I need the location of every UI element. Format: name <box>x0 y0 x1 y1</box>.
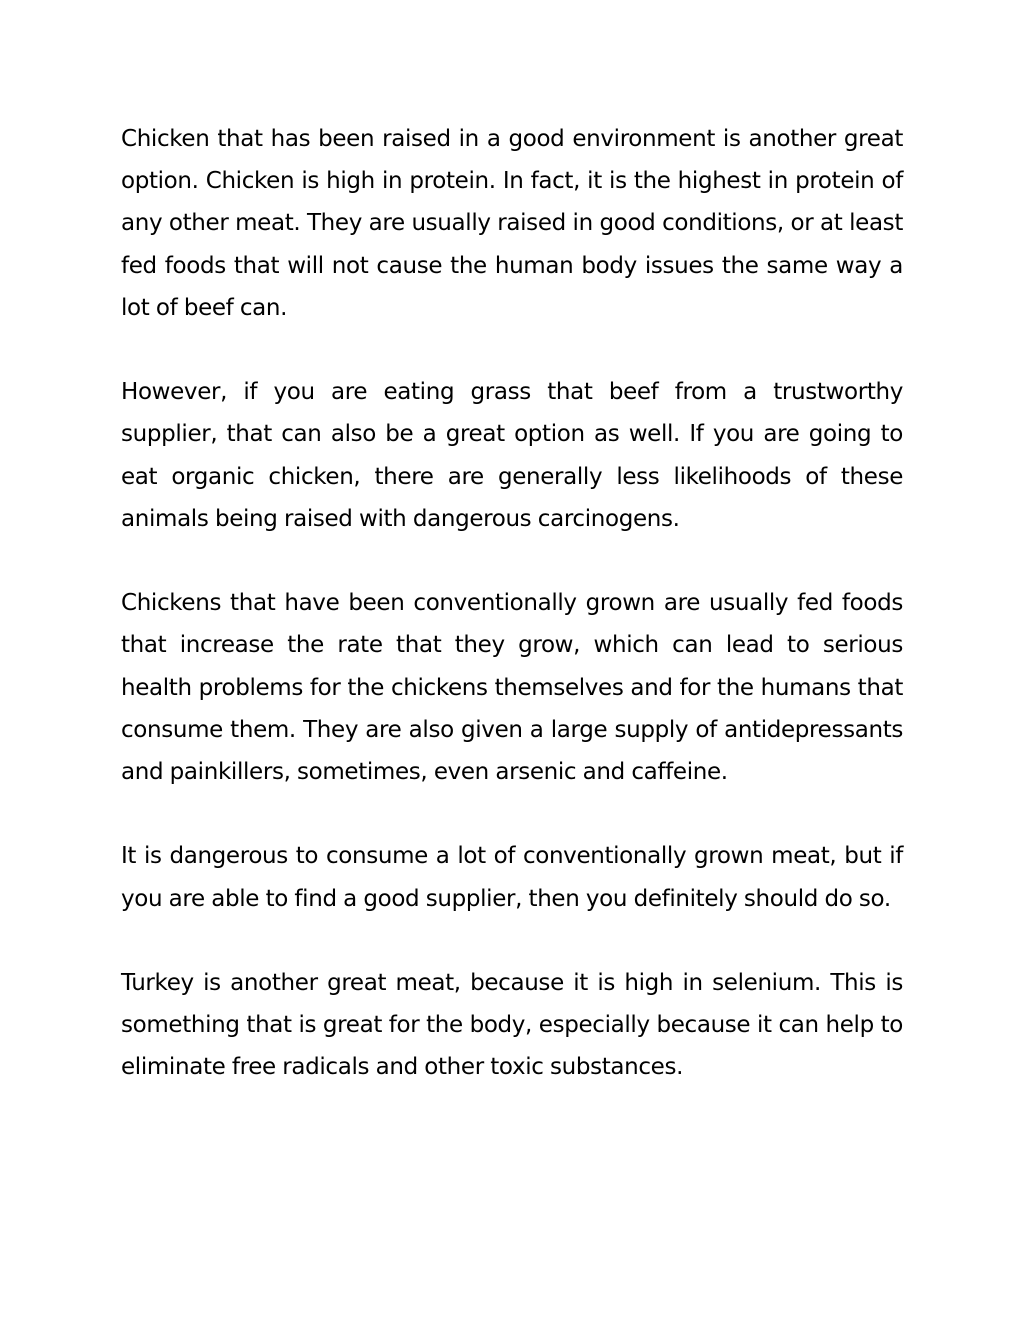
document-body <box>121 118 903 1089</box>
paragraph-grass-fed-beef: However, if you are eating grass that beef from a trustworthy supplier, that can also be a great option as well. If you are going to eat organic chicken, there are generally less likelihoods of these animals being raised with dangerous carcinogens. <box>121 379 903 532</box>
paragraph-chicken-environment: Chicken that has been raised in a good environment is another great option. Chicken is high in protein. In fact, it is the highest in protein of any other meat. They are usually raised in good conditions, or at least fed foods that will not cause the human body issues the same way a lot of beef can. <box>121 126 903 321</box>
paragraph-conventional-meat-danger: It is dangerous to consume a lot of conventionally grown meat, but if you are able to find a good supplier, then you definitely should do so. <box>121 843 903 912</box>
paragraph-turkey: Turkey is another great meat, because it is high in selenium. This is something that is great for the body, especially because it can help to eliminate free radicals and other toxic substances. <box>121 970 903 1081</box>
paragraph-conventional-chickens: Chickens that have been conventionally grown are usually fed foods that increase the rate that they grow, which can lead to serious health problems for the chickens themselves and for the humans that consume them. They are also given a large supply of antidepressants and painkillers, sometimes, even arsenic and caffeine. <box>121 590 903 786</box>
